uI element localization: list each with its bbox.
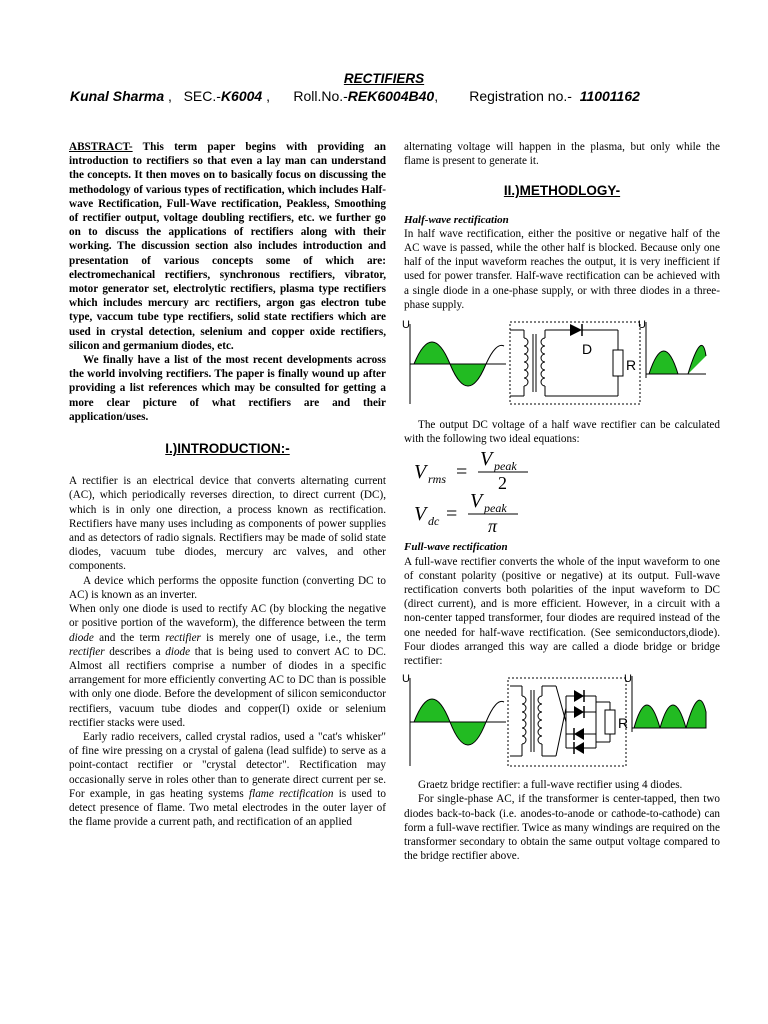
- text-run: Early radio receivers, called crystal radios, used a "cat's whisker" of fine wire pressing on a crystal of galena (lead sulfide) to serve as a point-contact rectifier or "crystal detector". Rectification may occasionally serve in roles other than to generate direct current per se. For example, in gas heating systems: [69, 730, 386, 800]
- axis-label-u: U: [402, 319, 410, 332]
- eq-equals: =: [456, 461, 468, 484]
- axis-label-u: U: [638, 319, 646, 332]
- abstract-paragraph: [69, 140, 386, 353]
- separator: [572, 88, 580, 104]
- paper-title: RECTIFIERS: [343, 71, 425, 86]
- axis-label-u: U: [402, 673, 410, 686]
- intro-paragraph-4: [69, 730, 386, 829]
- diode-symbol: [570, 324, 582, 336]
- roll-value: REK6004B40: [347, 88, 435, 104]
- input-waveform: [402, 673, 506, 766]
- separator: ,: [164, 88, 184, 104]
- sec-label: SEC.-: [183, 88, 221, 104]
- methodology-heading: II.)METHODLOGY-: [503, 183, 621, 199]
- eq-denominator: π: [488, 516, 498, 537]
- transformer: [510, 686, 542, 756]
- eq-lhs-sub: dc: [428, 514, 440, 529]
- intro-paragraph-4-continued: alternating voltage will happen in the plasma, but only while the flame is present to generate it.: [404, 141, 720, 168]
- intro-paragraph-3: [69, 602, 386, 730]
- reg-value: 11001162: [579, 88, 640, 104]
- separator: ,: [262, 88, 294, 104]
- resistor-symbol: [613, 350, 623, 376]
- separator: ,: [434, 88, 470, 104]
- sec-value: K6004: [220, 88, 263, 104]
- right-column: [404, 140, 720, 863]
- reg-label: Registration no.-: [469, 88, 572, 104]
- author-name: Kunal Sharma: [70, 88, 165, 104]
- diode-symbol: [574, 728, 584, 740]
- positive-half-wave: [414, 342, 450, 364]
- term-rectifier: rectifier: [69, 645, 105, 658]
- output-hump: [649, 351, 678, 374]
- axis-label-u: U: [624, 673, 632, 686]
- diode-symbol: [574, 706, 584, 718]
- equation-vrms: [414, 448, 614, 494]
- half-wave-circuit-figure: [402, 316, 706, 412]
- bridge-caption: Graetz bridge rectifier: a full-wave rectifier using 4 diodes.: [418, 779, 683, 792]
- negative-half-wave: [450, 722, 486, 745]
- eq-lhs: V: [414, 503, 427, 526]
- introduction-heading: I.)INTRODUCTION:-: [165, 441, 290, 457]
- half-wave-equation-intro: The output DC voltage of a half wave rectifier can be calculated with the following two ideal equations:: [404, 419, 720, 446]
- diode-symbol: [574, 742, 584, 754]
- output-waveform: [638, 319, 706, 378]
- half-wave-heading: Half-wave rectification: [404, 213, 509, 226]
- term-rectifier: rectifier: [165, 631, 201, 644]
- full-wave-paragraph: A full-wave rectifier converts the whole of the input waveform to one of constant polarity (positive or negative) at its output. Full-wave rectification converts both polarities of the input waveform to DC (direct current), and is more efficient. However, in a circuit with a non-center tapped transformer, four diodes are required instead of the one needed for half-wave rectification. (See semiconductors,diode). Four diodes arranged this way are called a diode bridge or bridge rectifier:: [404, 555, 720, 668]
- eq-lhs-sub: rms: [428, 472, 447, 487]
- term-diode: diode: [69, 631, 94, 644]
- output-hump: [686, 700, 706, 728]
- eq-lhs: V: [414, 461, 427, 484]
- eq-equals: =: [446, 503, 458, 526]
- abstract-text: This term paper begins with providing an introduction to rectifiers so that even a lay man can understand the concepts. It then moves on to basically focus on discussing the methodology of various types of rectification, which includes Half-wave Rectification, Full-Wave rectification, Peakless, Smoothing of rectifier output, voltage doubling rectifiers, etc. we further go on to discuss the applications of rectifiers along with their working. The discussion section also includes introduction and presentation of various concepts some of which are: electromechanical rectifiers, synchronous rectifiers, vibrator, motor generator set, electrolytic rectifiers, plasma type rectifiers which includes mercury arc rectifiers, argon gas electron tube type, vaccum tube type rectifiers, solid state rectifiers which are used in crystal detection, selenium and copper oxide rectifiers, silicon and germanium diodes, etc.: [69, 141, 386, 352]
- text-run: is used to detect presence of flame. Two metal electrodes in the outer layer of the flame provide a current path, and rectification of an applied: [69, 787, 386, 829]
- output-hump: [634, 705, 660, 728]
- diode-label: D: [582, 341, 593, 358]
- input-waveform: [402, 319, 506, 404]
- full-wave-heading: Full-wave rectification: [404, 541, 508, 554]
- text-run: and the term: [93, 631, 166, 644]
- roll-label: Roll.No.-: [293, 88, 348, 104]
- eq-numerator-sub: peak: [494, 459, 517, 474]
- diode-symbol: [574, 690, 584, 702]
- equation-vdc: [414, 490, 614, 537]
- positive-half-wave: [414, 699, 450, 722]
- text-run: describes a: [104, 645, 166, 658]
- abstract-paragraph-2: We finally have a list of the most recent developments across the world involving rectifiers. The paper is finally wound up after providing a list references which may be consulted for getting a more clear picture of what rectifiers are and their application/uses.: [69, 354, 386, 423]
- intro-paragraph-2: A device which performs the opposite function (converting DC to AC) is known as an inverter.: [69, 574, 386, 601]
- text-run: that is being used to convert AC to DC. Almost all rectifiers comprise a number of diodes in a specific arrangement for more efficiently converting AC to DC than is possible with only one diode. Before the development of silicon semiconductor rectifiers, vacuum tube diodes and copper(I) oxide or selenium rectifier stacks were used.: [69, 645, 387, 729]
- left-column: [69, 140, 386, 829]
- rectifier-circuit: [510, 322, 640, 404]
- output-waveform: [624, 673, 706, 732]
- eq-denominator: 2: [498, 473, 507, 494]
- text-run: is merely one of usage, i.e., the term: [200, 631, 386, 644]
- abstract-label: ABSTRACT-: [69, 141, 133, 153]
- resistor-symbol: [605, 710, 615, 734]
- term-flame-rectification: flame rectification: [249, 787, 334, 800]
- center-tapped-paragraph: For single-phase AC, if the transformer is center-tapped, then two diodes back-to-back (i.e. anodes-to-anode or cathode-to-cathode) can form a full-wave rectifier. Twice as many windings are required on the transformer secondary to obtain the same output voltage compared to the bridge rectifier above.: [404, 793, 720, 863]
- intro-paragraph-1: A rectifier is an electrical device that converts alternating current (AC), which periodically reverses direction, to direct current (DC), which is in only one direction, a process known as rectification. Rectifiers have many uses including as components of power supplies and as detectors of radio signals. Rectifiers may be made of solid state diodes, vacuum tube diodes, mercury arc valves, and other components.: [69, 475, 386, 573]
- resistor-label: R: [626, 357, 637, 374]
- eq-numerator: V: [470, 490, 483, 513]
- text-run: When only one diode is used to rectify AC (by blocking the negative or positive portion of the waveform), the difference between the term: [69, 603, 386, 630]
- eq-numerator: V: [480, 448, 493, 471]
- eq-numerator-sub: peak: [484, 501, 507, 516]
- transformer: [510, 330, 545, 396]
- negative-half-wave: [450, 364, 486, 386]
- bridge-rectifier-figure: [402, 672, 706, 772]
- resistor-label: R: [618, 715, 629, 732]
- author-line: [70, 88, 710, 104]
- half-wave-paragraph: In half wave rectification, either the positive or negative half of the AC wave is passed, while the other half is blocked. Because only one half of the input waveform reaches the output, it is very inefficient if used for power transfer. Half-wave rectification can be achieved with a single diode in a one-phase supply, or with three diodes in a three-phase supply.: [404, 227, 720, 311]
- output-hump: [660, 705, 686, 728]
- term-diode: diode: [165, 645, 191, 658]
